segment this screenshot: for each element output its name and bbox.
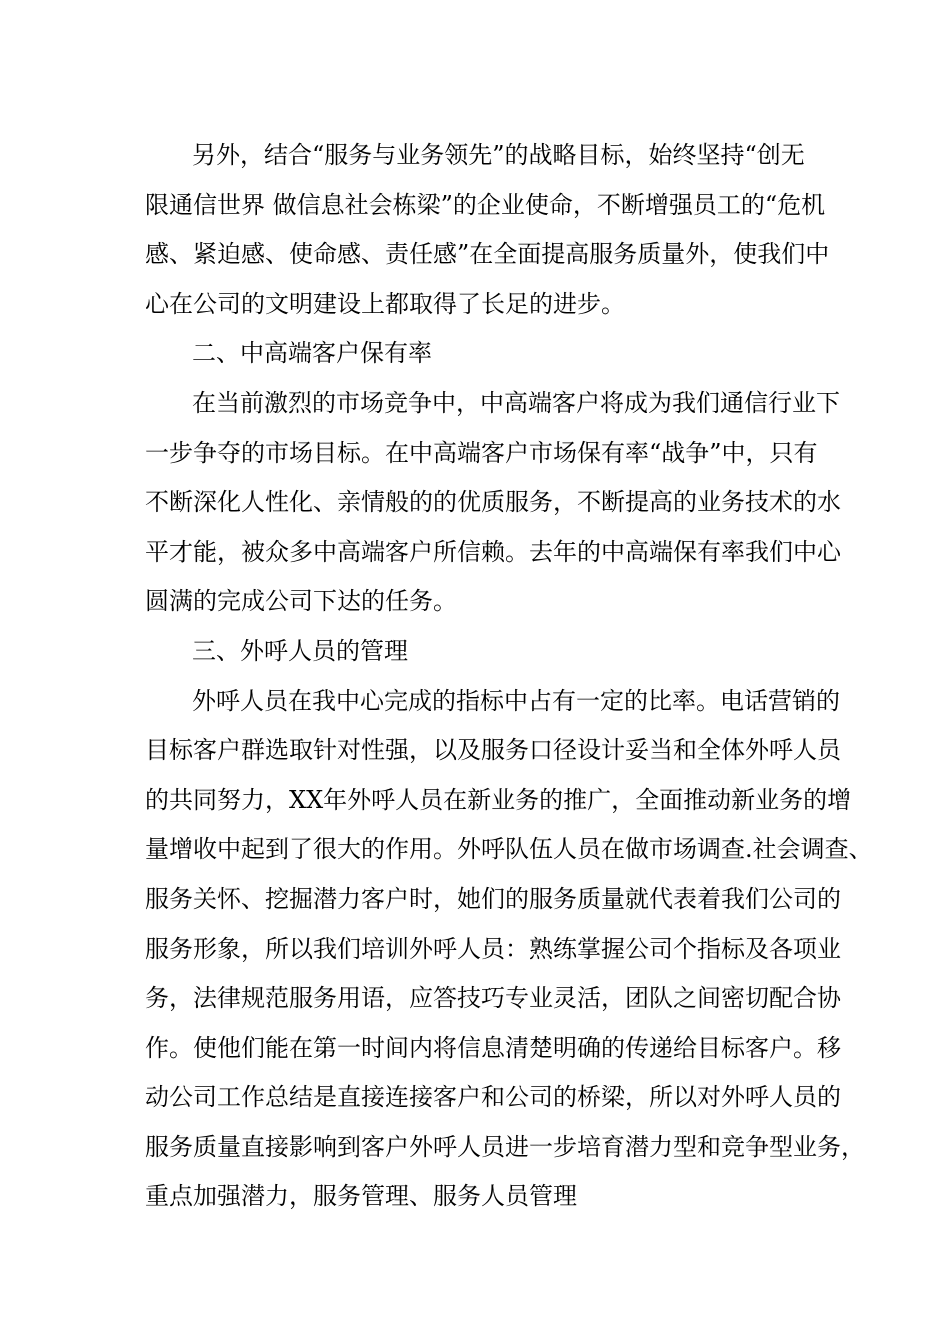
text-line: 服务关怀、挖掘潜力客户时，她们的服务质量就代表着我们公司的 [145,884,841,913]
document-body [145,131,873,1222]
text-line: 圆满的完成公司下达的任务。 [145,587,457,616]
text-line: 外呼人员在我中心完成的指标中占有一定的比率。电话营销的 [192,686,840,715]
text-line: 心在公司的文明建设上都取得了长足的进步。 [145,289,625,318]
section-heading: 三、外呼人员的管理 [192,636,408,665]
text-line: 量增收中起到了很大的作用。外呼队伍人员在做市场调查.社会调查、 [145,835,873,864]
text-line: 服务形象，所以我们培训外呼人员：熟练掌握公司个指标及各项业 [145,934,841,963]
text-line: 平才能，被众多中高端客户所信赖。去年的中高端保有率我们中心 [145,537,841,566]
text-line: 的共同努力，XX年外呼人员在新业务的推广，全面推动新业务的增 [145,785,852,814]
text-line: 感、紧迫感、使命感、责任感”在全面提高服务质量外，使我们中 [145,240,830,269]
text-line: 作。使他们能在第一时间内将信息清楚明确的传递给目标客户。移 [145,1033,841,1062]
section-heading: 二、中高端客户保有率 [192,339,432,368]
text-line: 动公司工作总结是直接连接客户和公司的桥梁，所以对外呼人员的 [145,1083,841,1112]
text-line: 务，法律规范服务用语，应答技巧专业灵活，团队之间密切配合协 [145,984,841,1013]
text-line: 一步争夺的市场目标。在中高端客户市场保有率“战争”中，只有 [145,438,818,467]
text-line: 不断深化人性化、亲情般的的优质服务，不断提高的业务技术的水 [145,488,841,517]
text-line: 在当前激烈的市场竞争中，中高端客户将成为我们通信行业下 [192,388,840,417]
text-line: 服务质量直接影响到客户外呼人员进一步培育潜力型和竞争型业务， [145,1132,865,1161]
text-line: 重点加强潜力，服务管理、服务人员管理 [145,1182,577,1211]
text-line: 另外，结合“服务与业务领先”的战略目标，始终坚持“创无 [192,141,805,169]
text-line: 目标客户群选取针对性强，以及服务口径设计妥当和全体外呼人员 [145,736,841,765]
text-line: 限通信世界 做信息社会栋梁”的企业使命，不断增强员工的“危机 [145,190,826,219]
